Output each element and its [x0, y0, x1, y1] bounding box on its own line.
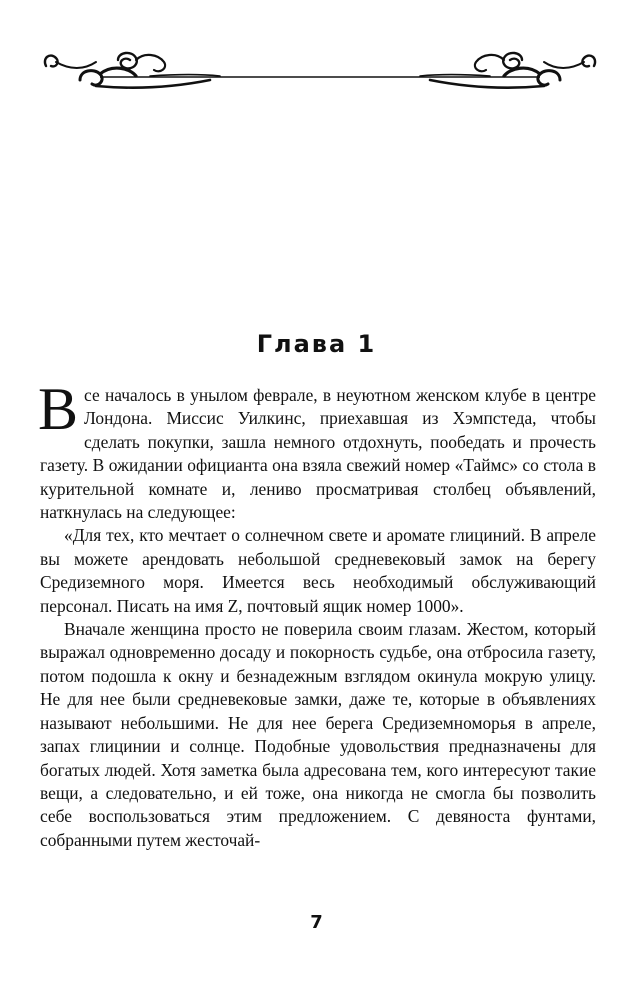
body-text — [38, 376, 596, 852]
drop-cap: В — [38, 376, 79, 442]
right-flourish — [420, 53, 595, 88]
left-flourish — [45, 53, 220, 88]
paragraph-3: Вначале женщина просто не поверила своим глазам. Жестом, который выражал одновременно досаду и покорность судьбе, она отбросила газету, потом подошла к окну и безнадежным взглядом окинула мокрую улицу. Не для нее были средневековые замки, даже те, которые в объявлениях называют небольшими. Не для нее берега Средиземноморья в апреле, запах глицинии и солнце. Подобные удовольствия предназначены для богатых людей. Хотя заметка была адресована тем, кого интересуют такие вещи, а следовательно, и ей тоже, она никогда не смогла бы позволить себе воспользоваться этим предложением. С девяноста фунтами, собранными путем жесточай- — [40, 619, 596, 850]
paragraph-1-text: се началось в унылом феврале, в неуютном женском клубе в центре Лондона. Миссис Уилкинс, приехавшая из Хэмпстеда, чтобы сделать покупки, зашла немного отдохнуть, пообедать и прочесть газету. В ожидании официанта она взяла свежий номер «Таймс» со стола в курительной комнате и, лениво просматривая столбец объявлений, наткнулась на следующее: — [40, 385, 596, 523]
paragraph-1 — [38, 376, 596, 524]
chapter-title: Глава 1 — [256, 330, 377, 358]
page-number: 7 — [310, 912, 323, 933]
header-ornament — [40, 40, 600, 100]
paragraph-2: «Для тех, кто мечтает о солнечном свете и аромате глициний. В апреле вы можете арендовать небольшой средневековый замок на берегу Средиземного моря. Имеется весь необходимый обслуживающий персонал. Писать на имя Z, почтовый ящик номер 1000». — [40, 525, 596, 616]
